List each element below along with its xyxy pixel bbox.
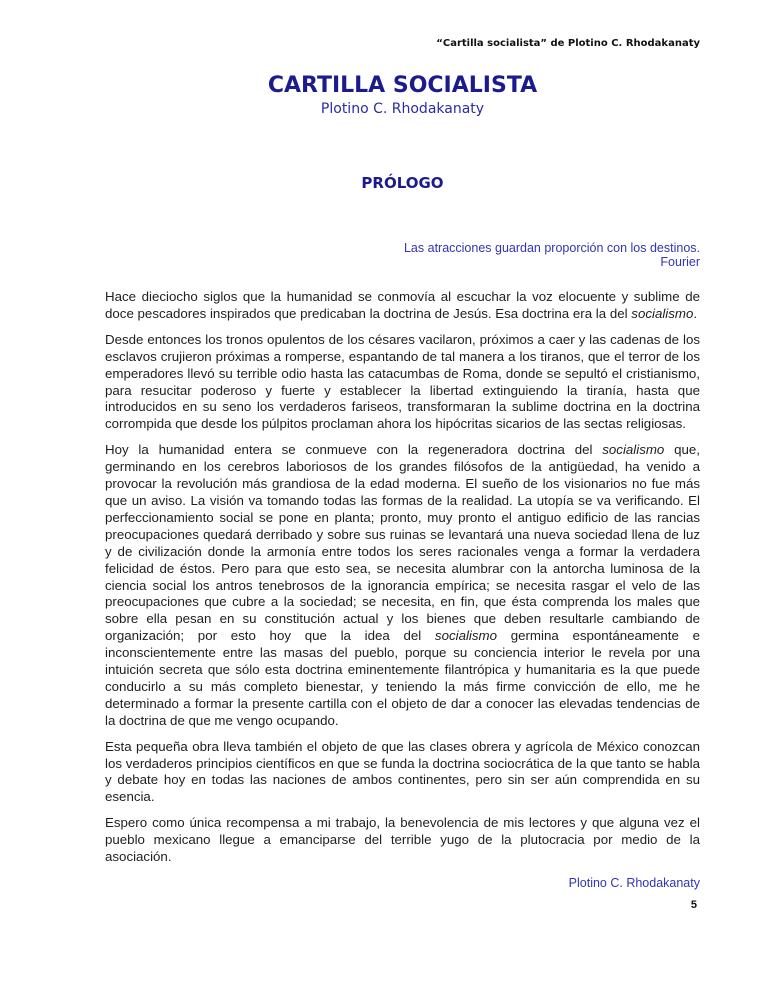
paragraph <box>105 289 700 323</box>
paragraph-segment: germina espontáneamente e inconscientemente entre las masas del pueblo, porque su conciencia interior le revela por una intuición secreta que sólo esta doctrina eminentemente filantrópica y humanitaria es la que puede conducirlo a su más completo bienestar, y teniendo la más firme convicción de ello, me he determinado a formar la presente cartilla con el objeto de dar a conocer las elevadas tendencias de la doctrina de que me vengo ocupando. <box>105 628 700 728</box>
paragraph <box>105 739 700 807</box>
page-number: 5 <box>690 899 697 911</box>
paragraph-segment: Esta pequeña obra lleva también el objeto de que las clases obrera y agrícola de México conozcan los verdaderos principios científicos en que se funda la doctrina sociocrática de la que tanto se habla y debate hoy en todas las naciones de ambos continentes, pero sin ser aún comprendida en su esencia. <box>105 738 700 805</box>
paragraph <box>105 815 700 866</box>
paragraph <box>105 442 700 729</box>
running-header: “Cartilla socialista” de Plotino C. Rhodakanaty <box>436 38 700 49</box>
paragraph-segment: . <box>693 305 698 321</box>
section-heading-prologo: PRÓLOGO <box>361 174 444 192</box>
paragraph-segment: Hace dieciocho siglos que la humanidad se conmovía al escuchar la voz elocuente y sublime de doce pescadores inspirados que predicaban la doctrina de Jesús. Esa doctrina era la del <box>105 289 700 321</box>
paragraph-segment: que, germinando en los cerebros laboriosos de los grandes filósofos de la antigüedad, ha venido a provocar la revolución más grandiosa de la edad moderna. El sueño de los visionarios no fue más que un aviso. La visión va tomando todas las formas de la realidad. La utopía se va verificando. El perfeccionamiento social se pone en planta; pronto, muy pronto el antiguo edificio de las rancias preocupaciones quedará derribado y sobre sus ruinas se levantará una nueva sociedad llena de luz y de civilización donde la armonía entre todos los seres racionales venga a formar la verdadera felicidad de éstos. Pero para que esto sea, se necesita alumbrar con la antorcha luminosa de la ciencia social los antros tenebrosos de la ignorancia empírica; se necesita rasgar el velo de las preocupaciones que cubre a la sociedad; se necesita, en fin, que ésta comprenda los males que sobre ella pesan en su constitución actual y los bienes que deben resultarle cambiando de organización; por esto hoy que la idea del <box>105 442 700 644</box>
paragraph <box>105 332 700 433</box>
epigraph-text: Las atracciones guardan proporción con los destinos. <box>403 241 700 255</box>
document-author-subtitle: Plotino C. Rhodakanaty <box>320 101 485 117</box>
author-signature: Plotino C. Rhodakanaty <box>568 876 700 890</box>
paragraph-segment-italic: socialismo <box>602 442 665 458</box>
document-title: CARTILLA SOCIALISTA <box>267 73 538 98</box>
paragraph-segment: Espero como única recompensa a mi trabajo, la benevolencia de mis lectores y que alguna vez el pueblo mexicano llegue a emanciparse del terrible yugo de la plutocracia por medio de la asociación. <box>105 815 700 865</box>
paragraph-segment: Desde entonces los tronos opulentos de los césares vacilaron, próximos a caer y las cadenas de los esclavos crujieron próximas a romperse, espantando de tal manera a los tiranos, que el terror de los emperadores llevó su terrible odio hasta las catacumbas de Roma, donde se sepultó el cristianismo, para resucitar poderoso y fuerte y establecer la libertad extinguiendo la tiranía, hasta que introducidos en su seno los verdaderos fariseos, transformaran la sublime doctrina en la doctrina corrompida que desde los púlpitos proclaman ahora los hipócritas sicarios de las sectas religiosas. <box>105 331 700 432</box>
paragraph-segment-italic: socialismo <box>631 305 694 321</box>
paragraph-segment-italic: socialismo <box>434 628 497 644</box>
epigraph-attribution: Fourier <box>660 255 700 269</box>
body-paragraphs <box>105 289 700 866</box>
epigraph <box>105 241 700 269</box>
paragraph-segment: Hoy la humanidad entera se conmueve con la regeneradora doctrina del <box>105 442 603 458</box>
